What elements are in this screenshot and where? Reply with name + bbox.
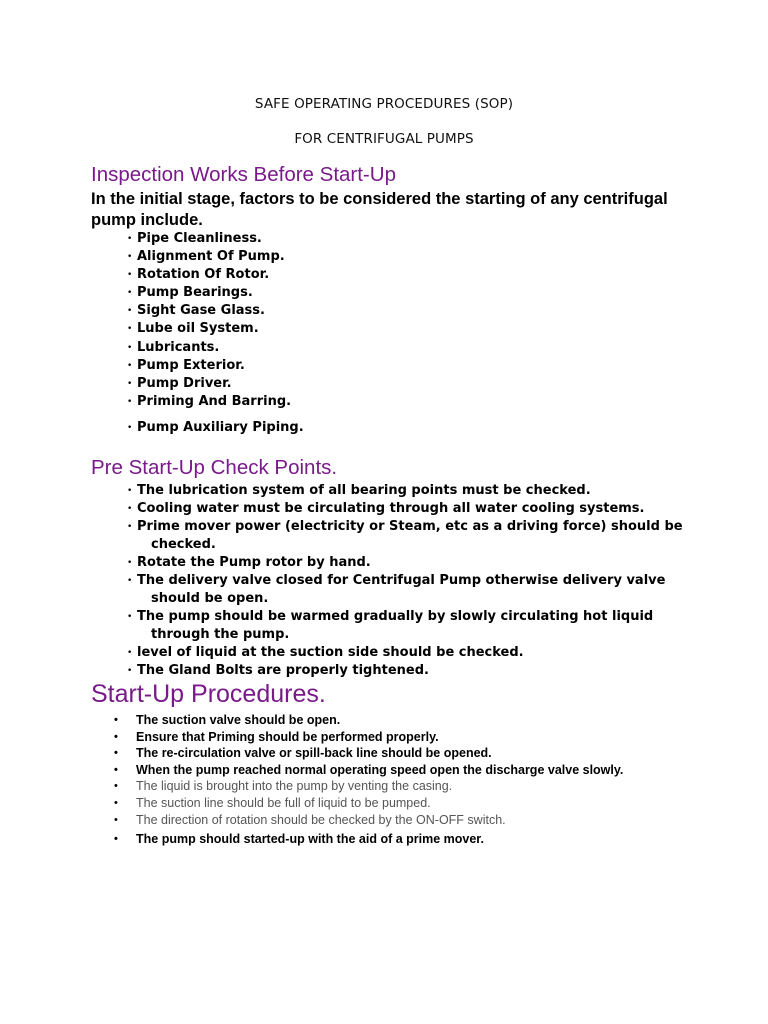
list-item — [137, 554, 697, 572]
list-item — [137, 518, 697, 554]
section-heading-pre-startup: Pre Start-Up Check Points. — [91, 456, 338, 479]
list-item: • The suction line should be full of liquid to be pumped. — [136, 795, 623, 812]
list-item-continuation: should be open. — [151, 591, 269, 606]
list-item — [137, 608, 697, 644]
section-heading-inspection: Inspection Works Before Start-Up — [91, 163, 396, 186]
list-item-continuation: through the pump. — [151, 627, 290, 642]
list-item: • Priming And Barring. — [137, 393, 304, 411]
list-item: • The suction valve should be open. — [136, 712, 623, 729]
document-title: SAFE OPERATING PROCEDURES (SOP) — [254, 96, 514, 112]
list-item: • Pump Exterior. — [137, 357, 304, 375]
list-item-text: The Gland Bolts are properly tightened. — [137, 663, 429, 678]
list-item: • Alignment Of Pump. — [137, 248, 304, 266]
list-item-text: The delivery valve closed for Centrifugal Pump otherwise delivery valve — [137, 573, 666, 588]
list-item — [137, 572, 697, 608]
section-heading-startup: Start-Up Procedures. — [91, 680, 326, 708]
list-item: • Rotation Of Rotor. — [137, 266, 304, 284]
list-item: • Sight Gase Glass. — [137, 302, 304, 320]
list-item-continuation: checked. — [151, 537, 216, 552]
list-item: • Lubricants. — [137, 339, 304, 357]
list-item: • Pipe Cleanliness. — [137, 230, 304, 248]
pre-startup-list — [137, 482, 697, 680]
list-item — [137, 662, 697, 680]
list-item: • The direction of rotation should be checked by the ON-OFF switch. — [136, 812, 623, 829]
list-item-text: The lubrication system of all bearing points must be checked. — [137, 483, 591, 498]
list-item: • The re-circulation valve or spill-back line should be opened. — [136, 745, 623, 762]
list-item-text: The pump should be warmed gradually by slowly circulating hot liquid — [137, 609, 654, 624]
list-item — [137, 644, 697, 662]
list-item — [137, 500, 697, 518]
section-intro: In the initial stage, factors to be considered the starting of any centrifugal pump include. — [91, 190, 668, 229]
document-subtitle: FOR CENTRIFUGAL PUMPS — [294, 131, 474, 147]
list-item: • Pump Auxiliary Piping. — [137, 419, 304, 437]
list-item — [137, 482, 697, 500]
list-item: • The pump should started-up with the aid of a prime mover. — [136, 831, 623, 848]
list-item: • Ensure that Priming should be performed properly. — [136, 729, 623, 746]
list-item-text: Rotate the Pump rotor by hand. — [137, 555, 371, 570]
list-item: • The liquid is brought into the pump by venting the casing. — [136, 778, 623, 795]
list-item-text: level of liquid at the suction side should be checked. — [137, 645, 524, 660]
inspection-list — [137, 230, 304, 437]
list-item-text: Cooling water must be circulating through all water cooling systems. — [137, 501, 645, 516]
list-item: • Pump Bearings. — [137, 284, 304, 302]
list-item-text: Prime mover power (electricity or Steam, etc as a driving force) should be — [137, 519, 683, 534]
startup-list — [136, 712, 623, 848]
list-item: • When the pump reached normal operating speed open the discharge valve slowly. — [136, 762, 623, 779]
list-item: • Lube oil System. — [137, 320, 304, 338]
list-item: • Pump Driver. — [137, 375, 304, 393]
